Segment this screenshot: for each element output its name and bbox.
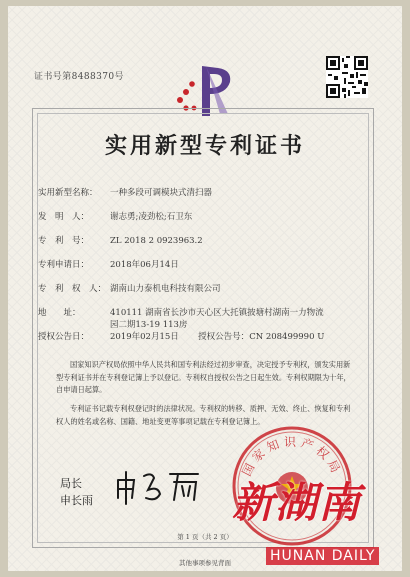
field-label: 授权公告号： <box>198 332 250 342</box>
field-label: 专利申请日： <box>38 260 90 270</box>
body-paragraph: 国家知识产权局依照中华人民共和国专利法经过初步审查，决定授予专利权，颁发实用新型专利证书并在专利登记簿上予以登记。专利权自授权公告之日起生效。专利权期限为十年，自申请日起算。 <box>56 360 351 394</box>
certificate-number: 证书号第8488370号 <box>34 72 124 82</box>
field-patentee <box>38 282 221 294</box>
field-value: 湖南山力泰机电科技有限公司 <box>110 284 221 294</box>
field-value: 2018年06月14日 <box>110 260 179 270</box>
field-application-date <box>38 258 179 270</box>
field-patent-number <box>38 234 203 246</box>
field-inventors <box>38 210 192 222</box>
handwritten-signature <box>112 468 204 506</box>
field-label: 发 明 人： <box>38 212 90 222</box>
certificate-title: 实用新型专利证书 <box>104 133 305 159</box>
field-value: 2019年02月15日 <box>110 332 179 342</box>
signature-title: 局长 <box>60 477 82 490</box>
signature-name: 申长雨 <box>60 494 93 507</box>
seal-text: 国家知识产权局 <box>239 435 345 479</box>
footer-note: 其他事项参见背面 <box>179 559 231 567</box>
watermark-logo-en: HUNAN DAILY <box>266 547 379 565</box>
field-grant-date <box>38 330 324 342</box>
field-value: 谢志勇;凌劲松;石卫东 <box>110 212 193 222</box>
field-value: ZL 2018 2 0923963.2 <box>110 236 203 246</box>
field-value: 园二期13-19 113房 <box>110 320 188 330</box>
field-label: 地 址： <box>38 308 81 318</box>
field-label: 专 利 号： <box>38 236 90 246</box>
page-number: 第 1 页（共 2 页） <box>177 533 233 541</box>
field-utility-model-name <box>38 186 212 198</box>
field-value: CN 208499990 U <box>249 332 325 342</box>
field-value: 一种多段可调模块式清扫器 <box>110 188 213 198</box>
field-label: 实用新型名称： <box>38 188 98 198</box>
field-value: 410111 湖南省长沙市天心区大托镇披塘村湖南一力物流 <box>110 308 324 318</box>
watermark-logo-cn: 新湖南 <box>232 478 362 527</box>
field-address-line2 <box>110 318 187 330</box>
field-label: 专 利 权 人： <box>38 284 107 294</box>
body-paragraph: 专利证书记载专利权登记时的法律状况。专利权的转移、质押、无效、终止、恢复和专利权人的姓名或名称、国籍、地址变更等事项记载在专利登记簿上。 <box>56 404 351 426</box>
field-address <box>38 306 324 318</box>
qr-code-icon <box>326 56 368 98</box>
field-label: 授权公告日： <box>38 332 90 342</box>
